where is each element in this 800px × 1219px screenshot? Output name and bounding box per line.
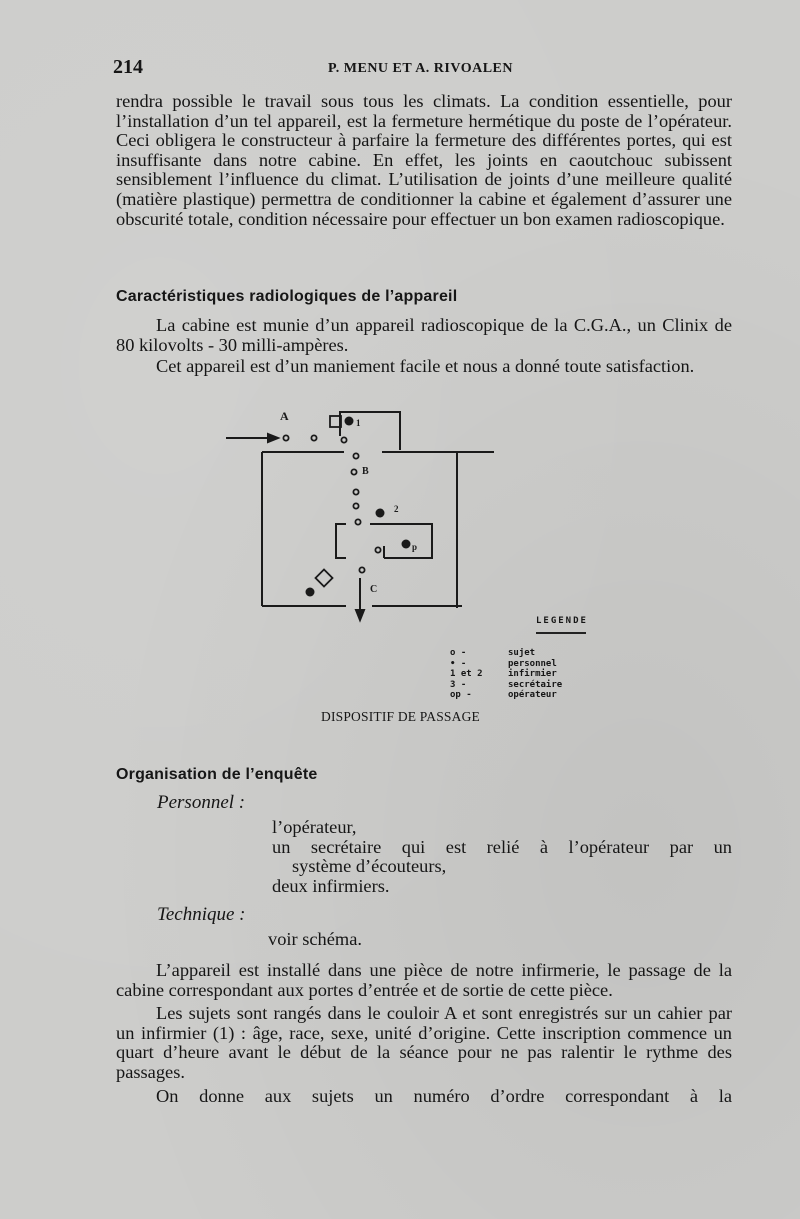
legend-rows (450, 648, 640, 701)
page-header (113, 56, 733, 80)
section-title-radiology: Caractéristiques radiologiques de l’appareil (116, 288, 458, 305)
page-number: 214 (113, 56, 143, 78)
label-c: C (370, 584, 378, 595)
legend-symbol: 3 - (450, 679, 467, 690)
entry-arrowhead (268, 434, 278, 442)
section-title-organisation: Organisation de l’enquête (116, 766, 318, 783)
radiology-text-block (116, 316, 732, 377)
passage-diagram (222, 406, 502, 624)
subjects-group (283, 435, 380, 572)
personnel-marker-operator (402, 540, 411, 549)
personnel-item: système d’écouteurs, (292, 856, 447, 877)
legend-text: personnel (508, 658, 557, 669)
legend-text: opérateur (508, 690, 557, 700)
label-a: A (280, 409, 289, 423)
subject-marker (353, 503, 358, 508)
personnel-item: deux infirmiers. (272, 875, 390, 896)
subject-marker (375, 547, 380, 552)
subject-marker (353, 453, 358, 458)
legend-title: LEGENDE (536, 616, 588, 626)
label-3: 3 (315, 589, 319, 598)
figure-caption: DISPOSITIF DE PASSAGE (321, 709, 480, 724)
subject-marker (359, 567, 364, 572)
legend-symbol: 1 et 2 (450, 669, 483, 679)
label-op: p (412, 542, 418, 552)
legend-symbol: o - (450, 648, 467, 658)
personnel-marker-3 (306, 588, 315, 597)
intro-paragraph: rendra possible le travail sous tous les climats. La condition essentielle, pour l’installation d’un tel appareil, est la fermeture hermétique du poste de l’opérateur. Ceci obligera le constructeur à parfaire la fermeture des différentes portes, qui est insuffisante dans notre cabine. En effet, les joints en caoutchouc subissent sensiblement l’influence du climat. L’utilisation de joints d’une meilleure qualité (matière plastique) permettra de conditionner la cabine et également d’assurer une obscurité totale, condition nécessaire pour effectuer un bon examen radioscopique. (116, 91, 732, 229)
legend-text: secrétaire (508, 679, 563, 690)
radiology-paragraph-1: La cabine est munie d’un appareil radioscopique de la C.G.A., un Clinix de 80 kilovolts - 30 milli-ampères. (116, 315, 732, 355)
label-b: B (362, 466, 369, 477)
legend-row (450, 659, 640, 670)
legend-symbol: op - (450, 690, 472, 700)
legend-row (450, 680, 640, 691)
organisation-paragraph-2: Les sujets sont rangés dans le couloir A et sont enregistrés sur un cahier par un infirmier (1) : âge, race, sexe, unité d’origine. Cette inscription commence un quart d’heure avant le début de la séance pour ne pas ralentir le rythme des passages. (116, 1003, 732, 1082)
running-head: P. MENU ET A. RIVOALEN (328, 61, 513, 76)
subject-marker (311, 435, 316, 440)
organisation-text-block (116, 961, 732, 1106)
technique-label: Technique : (157, 904, 246, 925)
personnel-marker-2 (376, 509, 385, 518)
secretary-desk (316, 570, 333, 587)
legend-symbol: • - (450, 658, 467, 669)
label-1: 1 (356, 418, 361, 428)
subject-marker (355, 519, 360, 524)
personnel-marker-1 (345, 417, 354, 426)
subject-marker (341, 437, 346, 442)
personnel-item: l’opérateur, (272, 817, 357, 837)
personnel-label: Personnel : (157, 792, 246, 813)
personnel-item: un secrétaire qui est relié à l’opérateur par un (272, 836, 732, 857)
organisation-paragraph-3: On donne aux sujets un numéro d’ordre correspondant à la (156, 1085, 732, 1106)
legend-row (450, 690, 640, 701)
legend-row (450, 648, 640, 659)
inner-cabin-bracket (336, 524, 346, 558)
subject-marker (283, 435, 288, 440)
legend-row (450, 669, 640, 680)
label-2: 2 (394, 504, 399, 514)
legend-underline (536, 632, 586, 634)
technique-item: voir schéma. (268, 929, 362, 949)
radiology-paragraph-2: Cet appareil est d’un maniement facile et nous a donné toute satisfaction. (156, 356, 695, 377)
personnel-list (272, 818, 732, 896)
intro-paragraph-block (116, 92, 732, 229)
subject-marker (351, 469, 356, 474)
exit-arrowhead (356, 610, 364, 620)
organisation-paragraph-1: L’appareil est installé dans une pièce de notre infirmerie, le passage de la cabine correspondant aux portes d’entrée et de sortie de cette pièce. (116, 960, 732, 1000)
subject-marker (353, 489, 358, 494)
legend-text: infirmier (508, 669, 557, 679)
legend-text: sujet (508, 648, 536, 658)
